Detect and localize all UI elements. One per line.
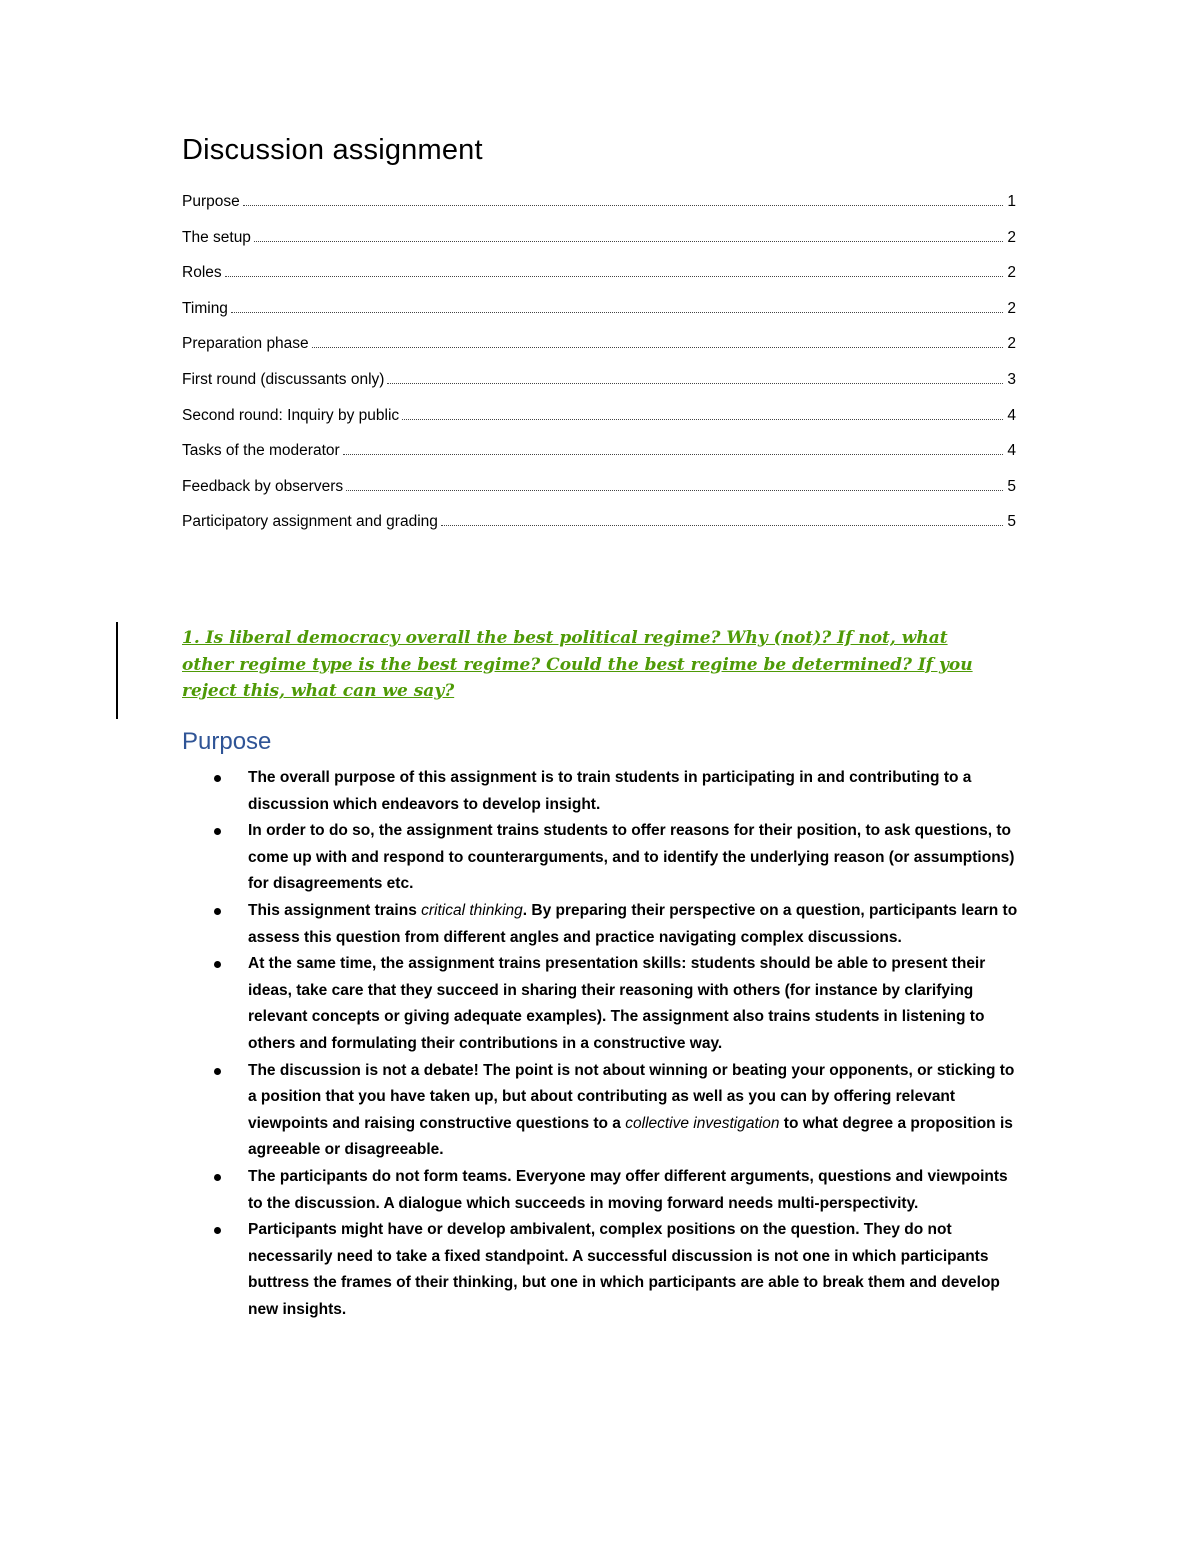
toc-dot-leader (312, 346, 1004, 348)
toc-dot-leader (243, 204, 1004, 206)
bullet-text-segment: . By preparing their perspective on a question, participants learn to assess this question from different angles and practice navigating complex discussions. (248, 901, 1018, 946)
toc-entry-label: Participatory assignment and grading (182, 513, 438, 531)
list-item (182, 818, 1022, 898)
toc-entry-label: Purpose (182, 193, 240, 210)
bullet-text-segment: At the same time, the assignment trains presentation skills: students should be able to present their ideas, take care that they succeed in sharing their reasoning with others (for instance by clarifying relevant concepts or giving adequate examples). The assignment also trains students in listening to others and formulating their contributions in a constructive way. (248, 955, 986, 1052)
bullet-text-segment: The overall purpose of this assignment is to train students in participating in and contributing to a discussion which endeavors to develop insight. (248, 769, 972, 813)
bullet-text (248, 955, 985, 1052)
toc-entry-label: Tasks of the moderator (182, 442, 340, 460)
toc-page-number: 2 (1007, 335, 1016, 353)
toc-entry[interactable] (182, 510, 1016, 546)
bullet-dot-icon (214, 1174, 221, 1181)
list-item (182, 951, 1022, 1057)
toc-entry-label: Second round: Inquiry by public (182, 406, 400, 424)
toc-page-number: 4 (1007, 442, 1016, 460)
bullet-text-segment: The discussion is not a debate! The point is not about winning or beating your opponents, or sticking to a position that you have taken up, but about contributing as well as you can by offering relevant viewpoints and raising constructive questions to a (248, 1061, 1015, 1132)
toc-entry-label: Timing (182, 299, 228, 317)
emphasized-text: collective investigation (625, 1114, 780, 1132)
toc-dot-leader (254, 240, 1003, 242)
bullet-text-segment: The participants do not form teams. Everyone may offer different arguments, questions and viewpoints to the discussion. A dialogue which succeeds in moving forward needs multi-perspectivity. (248, 1167, 1008, 1212)
bullet-text (248, 769, 971, 813)
bullet-dot-icon (214, 828, 221, 835)
toc-dot-leader (343, 453, 1004, 455)
toc-entry-label: Feedback by observers (182, 477, 344, 495)
toc-page-number: 1 (1007, 193, 1016, 210)
list-item (182, 1058, 1022, 1164)
toc-entry[interactable] (182, 297, 1016, 333)
toc-dot-leader (231, 311, 1003, 313)
bullet-text (248, 902, 1017, 946)
emphasized-text: critical thinking (421, 901, 523, 919)
toc-entry-label: The setup (182, 228, 251, 246)
bullet-dot-icon (214, 961, 221, 968)
purpose-bullet-list (182, 765, 1022, 1323)
toc-dot-leader (402, 418, 1003, 420)
list-item (182, 1217, 1022, 1323)
toc-dot-leader (387, 382, 1003, 384)
toc-entry[interactable] (182, 404, 1016, 440)
bullet-text (248, 1062, 1014, 1159)
bullet-text-segment: In order to do so, the assignment trains students to offer reasons for their position, to ask questions, to come up with and respond to counterarguments, and to identify the underlying reason (or assumptions) for disagreements etc. (248, 822, 1015, 893)
bullet-text-segment: Participants might have or develop ambivalent, complex positions on the question. They do not necessarily need to take a fixed standpoint. A successful discussion is not one in which participants buttress the frames of their thinking, but one in which participants are able to break them and develop new insights. (248, 1221, 1000, 1318)
toc-entry[interactable] (182, 332, 1016, 368)
bullet-text (248, 1221, 1000, 1318)
toc-entry-label: First round (discussants only) (182, 370, 385, 388)
toc-dot-leader (441, 524, 1003, 526)
toc-dot-leader (346, 489, 1003, 491)
bullet-text-segment: This assignment trains (248, 901, 422, 919)
toc-entry[interactable] (182, 226, 1016, 262)
discussion-question: 1. Is liberal democracy overall the best political regime? Why (not)? If not, what other regime type is the best regime? Could the best regime be determined? If you reject this, what can we say? (182, 628, 973, 701)
list-item (182, 898, 1022, 951)
toc-entry-label: Roles (182, 264, 222, 282)
bullet-dot-icon (214, 1068, 221, 1075)
toc-page-number: 2 (1007, 228, 1016, 246)
toc-entry[interactable] (182, 439, 1016, 475)
toc-entry[interactable] (182, 475, 1016, 511)
toc-entry[interactable] (182, 261, 1016, 297)
table-of-contents (182, 190, 1016, 546)
list-item (182, 765, 1022, 818)
toc-page-number: 5 (1007, 513, 1016, 531)
document-title: Discussion assignment (182, 134, 483, 166)
toc-entry[interactable] (182, 190, 1016, 226)
toc-page-number: 5 (1007, 477, 1016, 495)
toc-page-number: 2 (1007, 299, 1016, 317)
toc-page-number: 3 (1007, 370, 1016, 388)
toc-page-number: 4 (1007, 406, 1016, 424)
bullet-dot-icon (214, 1227, 221, 1234)
bullet-text (248, 822, 1014, 892)
toc-entry[interactable] (182, 368, 1016, 404)
bullet-text-segment: to what degree a proposition is agreeable or disagreeable. (248, 1114, 1013, 1159)
list-item (182, 1164, 1022, 1217)
bullet-text (248, 1168, 1008, 1212)
toc-page-number: 2 (1007, 264, 1016, 282)
revision-change-bar (116, 622, 118, 719)
purpose-heading: Purpose (182, 728, 272, 755)
bullet-dot-icon (214, 775, 221, 782)
bullet-dot-icon (214, 908, 221, 915)
toc-dot-leader (225, 275, 1004, 277)
toc-entry-label: Preparation phase (182, 335, 309, 353)
